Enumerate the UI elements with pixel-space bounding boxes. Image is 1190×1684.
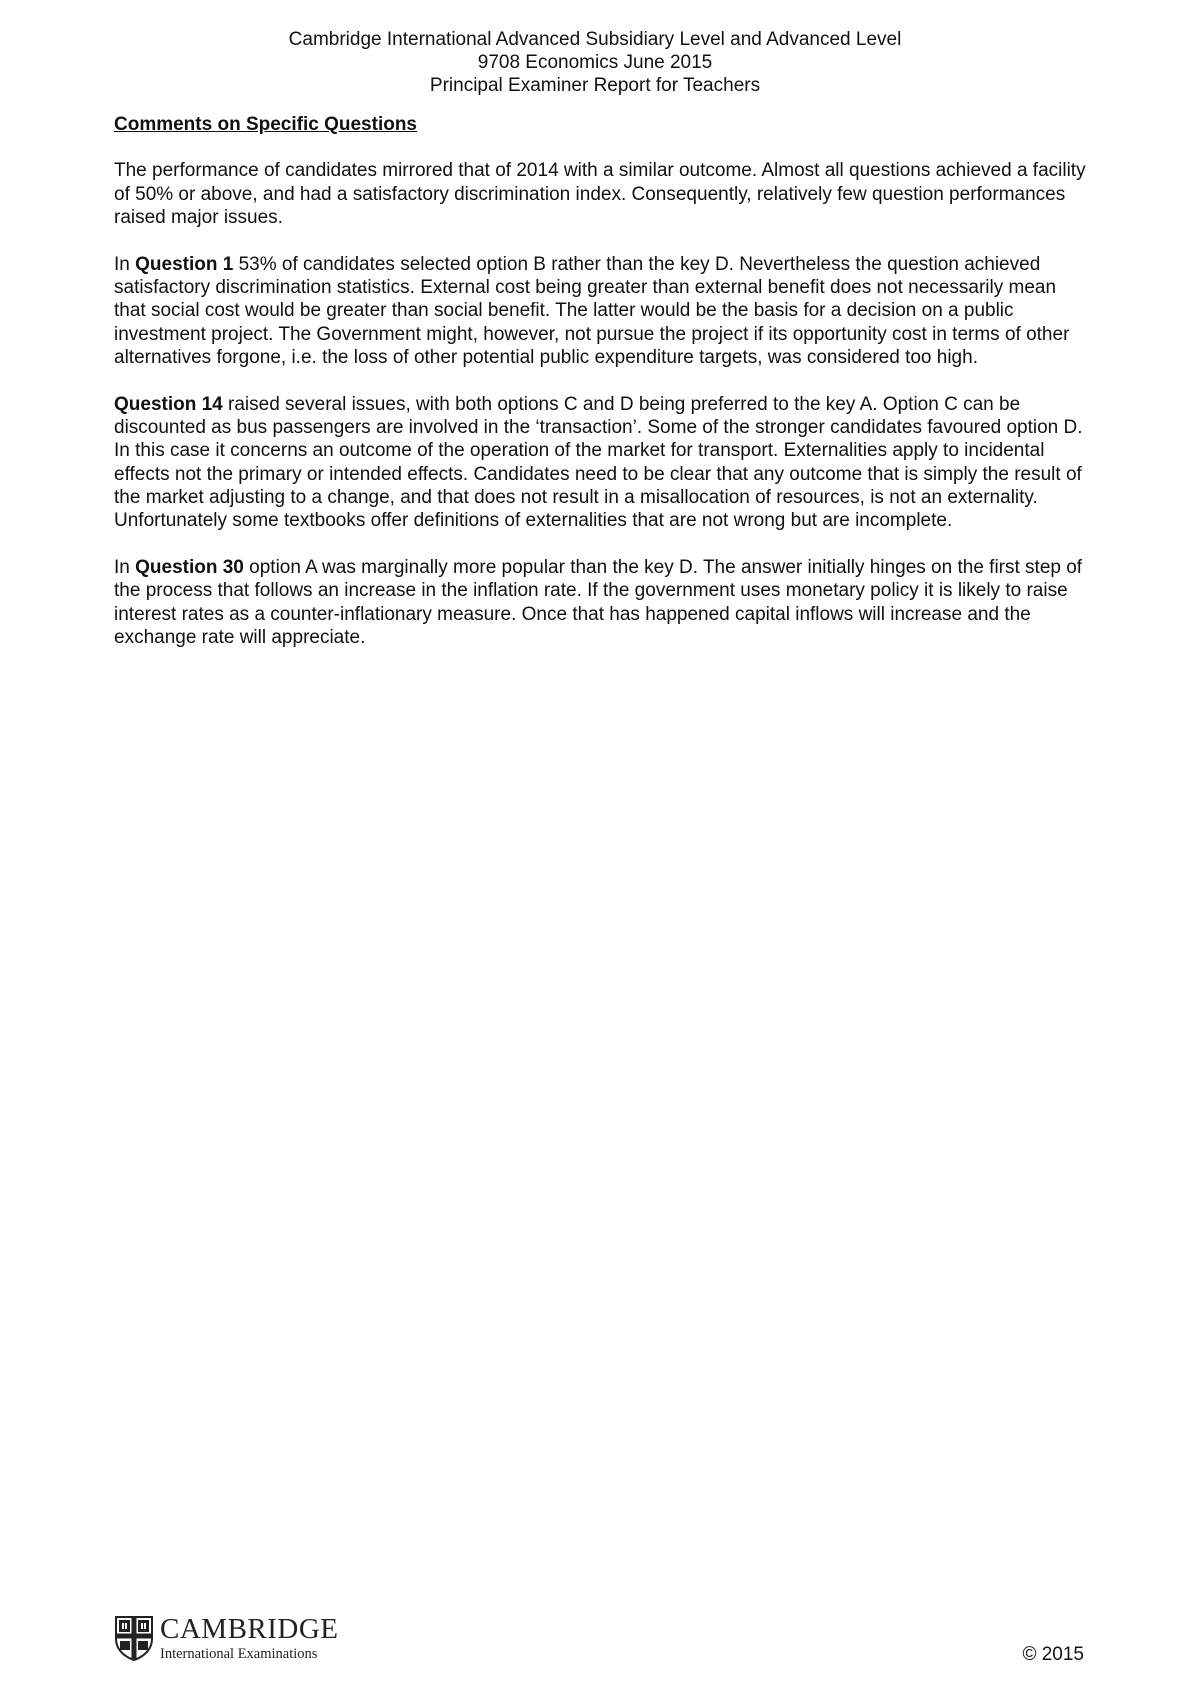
paragraph-question-1 bbox=[114, 253, 1089, 369]
paragraph-question-30 bbox=[114, 556, 1089, 649]
header-line-qualification: Cambridge International Advanced Subsidiary Level and Advanced Level bbox=[288, 29, 902, 50]
cambridge-shield-icon bbox=[114, 1615, 154, 1661]
section-heading: Comments on Specific Questions bbox=[114, 114, 417, 135]
header-line-report-title: Principal Examiner Report for Teachers bbox=[429, 75, 761, 96]
header-line-syllabus: 9708 Economics June 2015 bbox=[477, 52, 713, 73]
paragraph-overview: The performance of candidates mirrored that of 2014 with a similar outcome. Almost all questions achieved a facility of 50% or above, and had a satisfactory discrimination index. Consequently, relatively few question performances raised major issues. bbox=[114, 160, 1086, 228]
page-header bbox=[0, 28, 1190, 97]
report-body bbox=[114, 113, 1089, 673]
paragraph-prefix: In bbox=[114, 556, 136, 578]
question-label: Question 30 bbox=[135, 556, 244, 578]
paragraph-prefix: In bbox=[114, 253, 136, 275]
paragraph-text: option A was marginally more popular than the key D. The answer initially hinges on the first step of the process that follows an increase in the inflation rate. If the government uses monetary policy it is likely to raise interest rates as a counter-inflationary measure. Once that has happened capital inflows will increase and the exchange rate will appreciate. bbox=[114, 556, 1083, 648]
copyright-notice: © 2015 bbox=[1022, 1644, 1084, 1665]
question-label: Question 14 bbox=[114, 393, 223, 415]
paragraph-question-14 bbox=[114, 393, 1089, 533]
paragraph-text: 53% of candidates selected option B rather than the key D. Nevertheless the question achieved satisfactory discrimination statistics. External cost being greater than external benefit does not necessarily mean that social cost would be greater than social benefit. The latter would be the basis for a decision on a public investment project. The Government might, however, not pursue the project if its opportunity cost in terms of other alternatives forgone, i.e. the loss of other potential public expenditure targets, was considered too high. bbox=[114, 253, 1070, 368]
question-label: Question 1 bbox=[135, 253, 234, 275]
logo-subtitle: International Examinations bbox=[160, 1645, 318, 1662]
cambridge-logo bbox=[114, 1614, 339, 1662]
logo-wordmark bbox=[160, 1612, 339, 1662]
paragraph-text: raised several issues, with both options C and D being preferred to the key A. Option C can be discounted as bus passengers are involved in the ‘transaction’. Some of the stronger candidates favoured option D. In this case it concerns an outcome of the operation of the market for transport. Externalities apply to incidental effects not the primary or intended effects. Candidates need to be clear that any outcome that is simply the result of the market adjusting to a change, and that does not result in a misallocation of resources, is not an externality. Unfortunately some textbooks offer definitions of externalities that are not wrong but are incomplete. bbox=[114, 393, 1083, 532]
logo-name: CAMBRIDGE bbox=[160, 1612, 339, 1645]
